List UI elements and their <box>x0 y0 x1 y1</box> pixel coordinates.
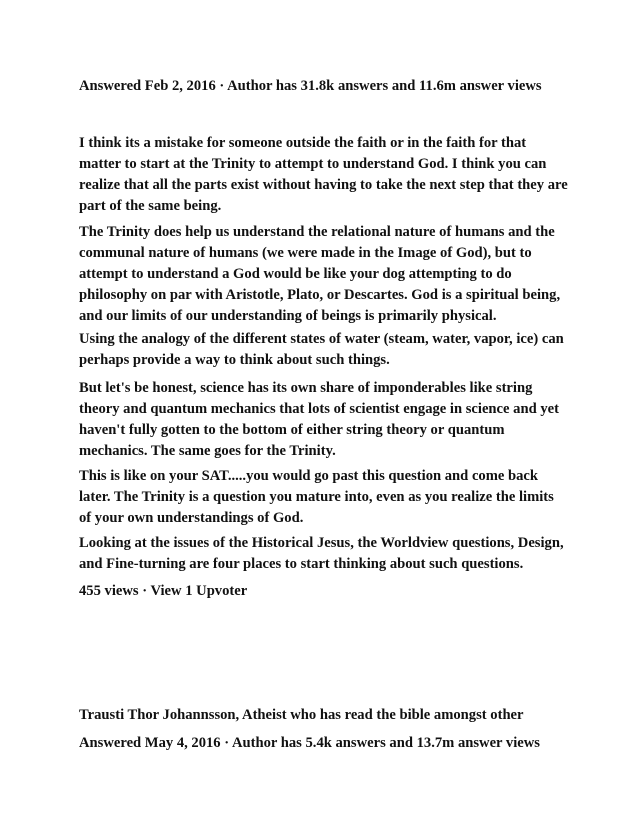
answer-paragraph: But let's be honest, science has its own share of imponderables like string theory and quantum mechanics that lots of scientist engage in science and yet haven't fully gotten to the bottom of either string theory or quantum mechanics. The same goes for the Trinity. <box>79 380 559 459</box>
answer-paragraph: Using the analogy of the different states of water (steam, water, vapor, ice) can perhaps provide a way to think about such things. <box>79 331 564 368</box>
answer-paragraph: The Trinity does help us understand the relational nature of humans and the communal nature of humans (we were made in the Image of God), but to attempt to understand a God would be like your dog attempting to do philosophy on par with Aristotle, Plato, or Descartes. God is a spiritual being, and our limits of our understanding of beings is primarily physical. <box>79 224 561 324</box>
answer-paragraph: This is like on your SAT.....you would go past this question and come back later. The Trinity is a question you mature into, even as you realize the limits of your own understandings of God. <box>79 468 554 526</box>
answer-meta: Answered May 4, 2016 · Author has 5.4k answers and 13.7m answer views <box>79 735 540 751</box>
answer-paragraph: Looking at the issues of the Historical Jesus, the Worldview questions, Design, and Fine-turning are four places to start thinking about such questions. <box>79 535 564 572</box>
answer-paragraph: I think its a mistake for someone outside the faith or in the faith for that matter to start at the Trinity to attempt to understand God. I think you can realize that all the parts exist without having to take the next step that they are part of the same being. <box>79 135 568 214</box>
author-credential: Trausti Thor Johannsson, Atheist who has read the bible amongst other <box>79 707 524 723</box>
answer-meta: Answered Feb 2, 2016 · Author has 31.8k answers and 11.6m answer views <box>79 78 542 94</box>
views-upvoters: 455 views · View 1 Upvoter <box>79 583 248 599</box>
